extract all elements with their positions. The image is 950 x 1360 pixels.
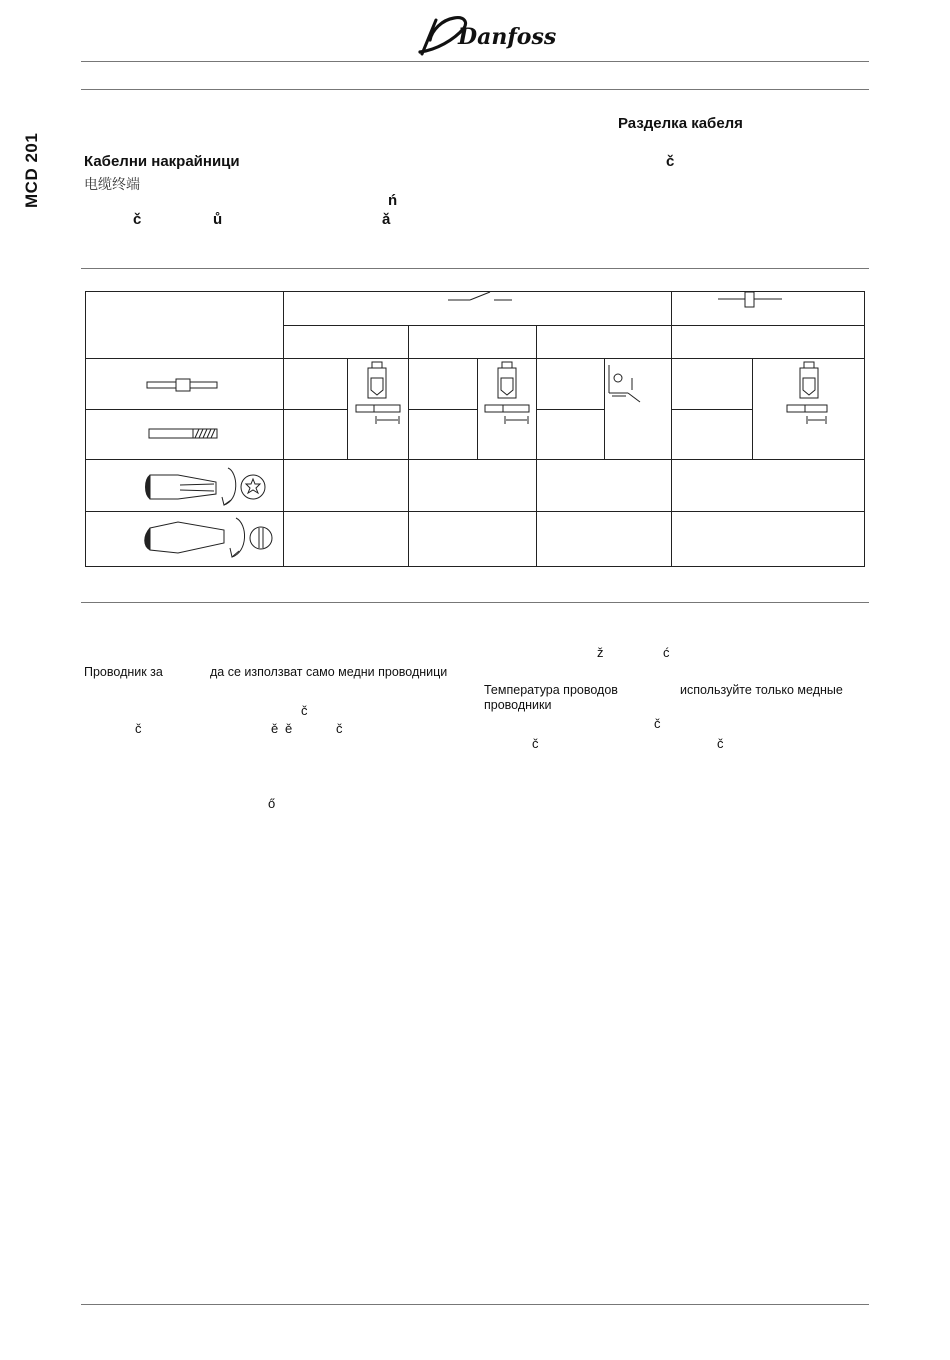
glyph-e-1: ě (271, 721, 279, 736)
busbar-terminal-icon (609, 365, 640, 402)
copper-only-ru: используйте только медные (680, 683, 843, 697)
glyph-c-left-2: č (135, 721, 142, 736)
glyph-c-acute: ć (663, 645, 670, 660)
terminal-clamp-icon-3 (787, 362, 827, 424)
danfoss-logo-text: Danfoss (458, 24, 557, 50)
ferrule-icon (147, 379, 217, 391)
conductor-temp-ru: Температура проводов (484, 683, 618, 697)
glyph-z: ž (597, 645, 604, 660)
section-rule-table-bottom (81, 602, 869, 603)
glyph-e-2: ě (285, 721, 293, 736)
cable-terminals-cjk: 电缆终端 (84, 177, 140, 193)
footer-rule (81, 1304, 869, 1305)
glyph-c: č (133, 211, 142, 228)
cable-stripping-heading: Разделка кабеля (618, 115, 743, 132)
glyph-n: ń (388, 192, 398, 209)
glyph-c-right-1: č (654, 716, 661, 731)
conductor-label-bg: Проводник за (84, 665, 163, 679)
glyph-c-right: č (666, 153, 675, 170)
side-product-label: MCD 201 (22, 132, 41, 208)
glyph-c-left-1: č (301, 703, 308, 718)
torx-screwdriver-icon (146, 468, 266, 505)
slotted-screwdriver-icon (145, 518, 272, 557)
terminal-clamp-icon-1 (356, 362, 400, 424)
glyph-c-right-2: č (532, 736, 539, 751)
cable-terminals-heading: Кабелни накрайници (84, 153, 240, 170)
terminal-clamp-icon-2 (485, 362, 529, 424)
glyph-a: ǎ (382, 211, 391, 228)
glyph-c-left-3: č (336, 721, 343, 736)
stripped-wire-icon (149, 429, 217, 438)
switch-symbol (448, 292, 512, 300)
fuse-symbol (718, 292, 782, 307)
copper-only-bg: да се използват само медни проводници (210, 665, 448, 679)
copper-only-ru-line2: проводники (484, 698, 552, 712)
glyph-c-right-3: č (717, 736, 724, 751)
glyph-o: ő (268, 796, 276, 811)
glyph-u: ů (213, 211, 223, 228)
